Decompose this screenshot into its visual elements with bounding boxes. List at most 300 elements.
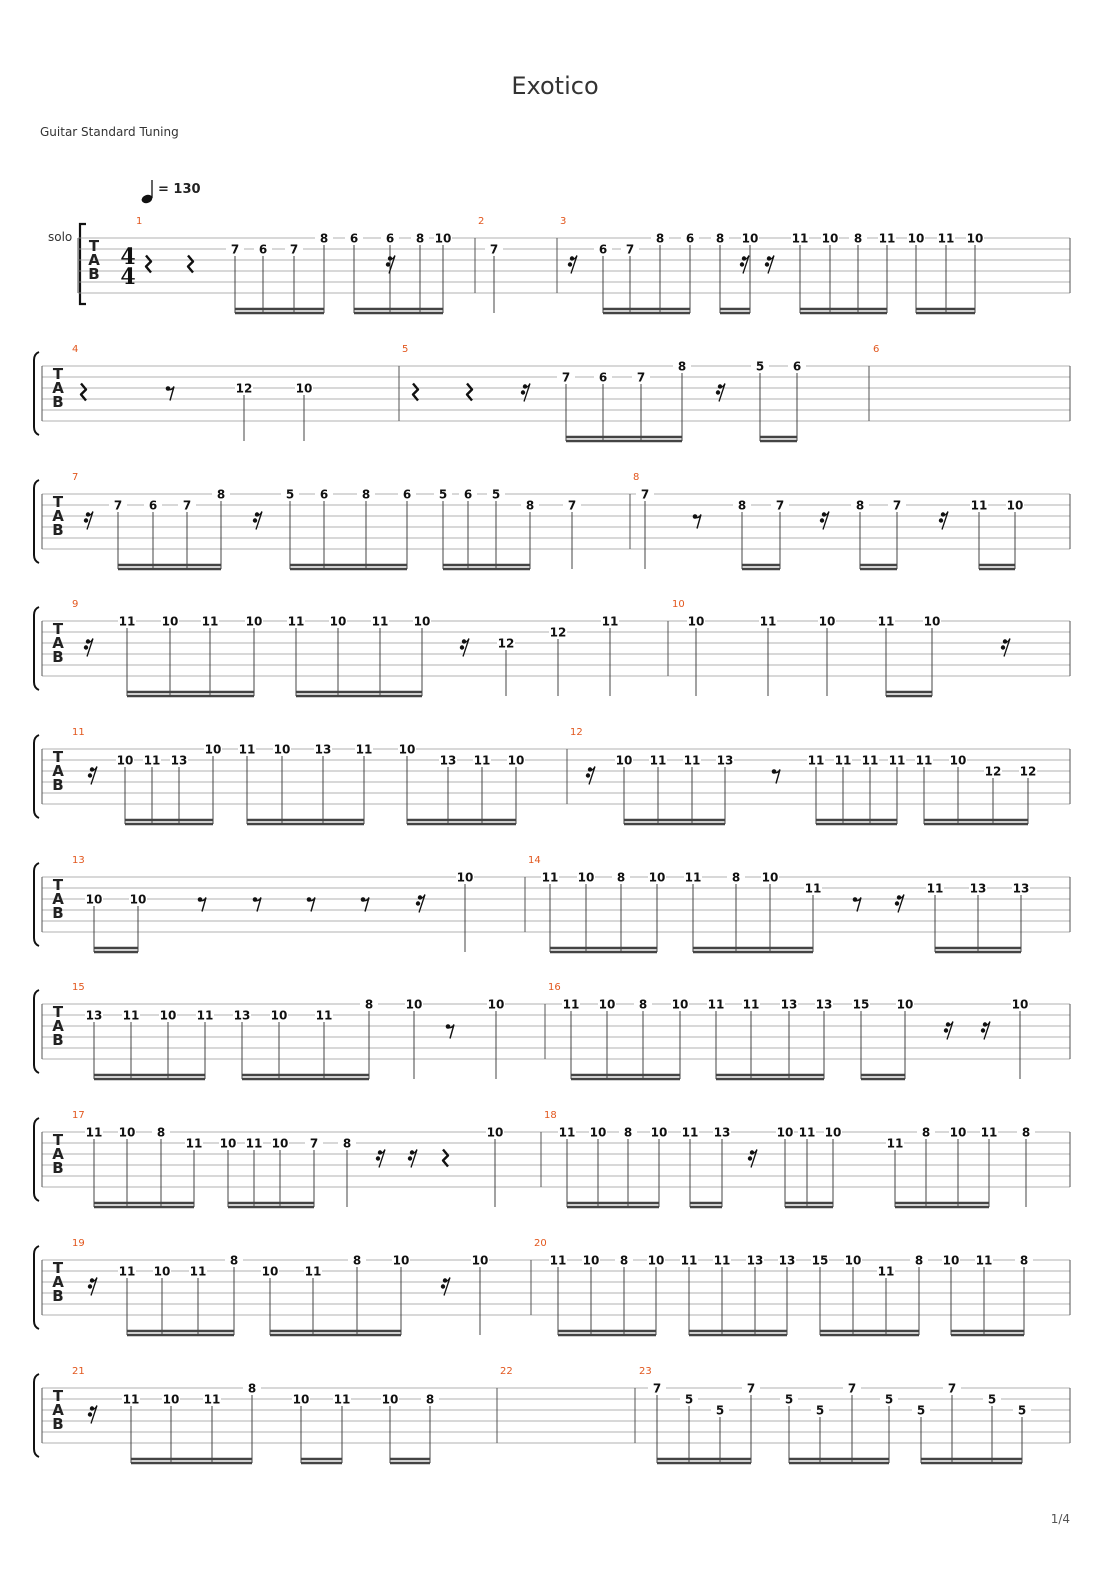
fret-number: 11 bbox=[684, 870, 702, 885]
fret-number: 8 bbox=[156, 1125, 166, 1140]
tab-clef-letter: T bbox=[52, 1131, 64, 1149]
fret-number: 10 bbox=[1006, 498, 1024, 513]
fret-number: 10 bbox=[687, 614, 705, 629]
fret-number: 7 bbox=[561, 370, 571, 385]
fret-number: 10 bbox=[471, 1253, 489, 1268]
fret-number: 7 bbox=[847, 1381, 857, 1396]
system-10 bbox=[34, 1374, 1070, 1463]
tab-clef-letter: B bbox=[52, 1159, 64, 1177]
fret-number: 10 bbox=[456, 870, 474, 885]
fret-number: 8 bbox=[415, 231, 425, 246]
tab-clef-letter: B bbox=[52, 904, 64, 922]
sixteenth-rest-dot bbox=[765, 262, 769, 266]
measure-number: 13 bbox=[72, 855, 85, 866]
sixteenth-rest-dot bbox=[939, 518, 943, 522]
fret-number: 11 bbox=[85, 1125, 103, 1140]
fret-number: 7 bbox=[182, 498, 192, 513]
fret-number: 6 bbox=[792, 359, 802, 374]
fret-number: 10 bbox=[896, 997, 914, 1012]
measure-number: 23 bbox=[639, 1366, 652, 1377]
fret-number: 11 bbox=[798, 1125, 816, 1140]
fret-number: 11 bbox=[970, 498, 988, 513]
fret-number: 11 bbox=[791, 231, 809, 246]
fret-number: 10 bbox=[577, 870, 595, 885]
fret-number: 11 bbox=[707, 997, 725, 1012]
tab-clef-letter: A bbox=[52, 507, 64, 525]
fret-number: 13 bbox=[439, 753, 457, 768]
song-title: Exotico bbox=[511, 72, 599, 100]
sixteenth-rest-dot bbox=[820, 518, 824, 522]
fret-number: 5 bbox=[438, 487, 448, 502]
fret-number: 8 bbox=[361, 487, 371, 502]
page-number: 1/4 bbox=[1050, 1512, 1070, 1526]
measure-number: 1 bbox=[136, 216, 143, 227]
fret-number: 6 bbox=[385, 231, 395, 246]
fret-number: 11 bbox=[877, 1264, 895, 1279]
measure-number: 11 bbox=[72, 727, 85, 738]
tab-clef-letter: T bbox=[52, 493, 64, 511]
tab-clef-letter: T bbox=[52, 1003, 64, 1021]
fret-number: 6 bbox=[349, 231, 359, 246]
fret-number: 11 bbox=[681, 1125, 699, 1140]
fret-number: 8 bbox=[247, 1381, 257, 1396]
fret-number: 11 bbox=[196, 1008, 214, 1023]
fret-number: 10 bbox=[761, 870, 779, 885]
fret-number: 8 bbox=[921, 1125, 931, 1140]
measure-number: 9 bbox=[72, 599, 79, 610]
fret-number: 13 bbox=[746, 1253, 764, 1268]
fret-number: 11 bbox=[473, 753, 491, 768]
tab-clef-letter: A bbox=[52, 634, 64, 652]
fret-number: 11 bbox=[713, 1253, 731, 1268]
fret-number: 8 bbox=[425, 1392, 435, 1407]
fret-number: 13 bbox=[716, 753, 734, 768]
fret-number: 10 bbox=[907, 231, 925, 246]
quarter-rest-icon bbox=[188, 256, 193, 273]
fret-number: 10 bbox=[615, 753, 633, 768]
fret-number: 13 bbox=[233, 1008, 251, 1023]
fret-number: 10 bbox=[942, 1253, 960, 1268]
system-5 bbox=[34, 735, 1070, 824]
measure-number: 16 bbox=[548, 982, 561, 993]
fret-number: 11 bbox=[759, 614, 777, 629]
tab-clef-letter: T bbox=[52, 365, 64, 383]
tuning-label: Guitar Standard Tuning bbox=[40, 125, 179, 139]
sixteenth-rest-dot bbox=[386, 262, 390, 266]
sixteenth-rest-dot bbox=[88, 1412, 92, 1416]
fret-number: 6 bbox=[598, 370, 608, 385]
sixteenth-rest-dot bbox=[253, 518, 257, 522]
sixteenth-rest-dot bbox=[84, 518, 88, 522]
fret-number: 11 bbox=[355, 742, 373, 757]
fret-number: 10 bbox=[219, 1136, 237, 1151]
fret-number: 8 bbox=[525, 498, 535, 513]
fret-number: 10 bbox=[392, 1253, 410, 1268]
fret-number: 10 bbox=[413, 614, 431, 629]
fret-number: 11 bbox=[601, 614, 619, 629]
fret-number: 11 bbox=[201, 614, 219, 629]
quarter-rest-icon bbox=[146, 256, 151, 273]
fret-number: 13 bbox=[778, 1253, 796, 1268]
fret-number: 11 bbox=[118, 1264, 136, 1279]
fret-number: 13 bbox=[314, 742, 332, 757]
fret-number: 11 bbox=[549, 1253, 567, 1268]
fret-number: 10 bbox=[647, 1253, 665, 1268]
fret-number: 11 bbox=[371, 614, 389, 629]
measure-number: 12 bbox=[570, 727, 583, 738]
fret-number: 11 bbox=[122, 1008, 140, 1023]
fret-number: 10 bbox=[162, 1392, 180, 1407]
tab-clef-letter: T bbox=[88, 237, 100, 255]
fret-number: 13 bbox=[713, 1125, 731, 1140]
fret-number: 13 bbox=[780, 997, 798, 1012]
fret-number: 13 bbox=[85, 1008, 103, 1023]
fret-number: 5 bbox=[784, 1392, 794, 1407]
fret-number: 15 bbox=[811, 1253, 829, 1268]
fret-number: 8 bbox=[216, 487, 226, 502]
fret-number: 8 bbox=[914, 1253, 924, 1268]
tab-clef-letter: B bbox=[52, 1287, 64, 1305]
fret-number: 10 bbox=[295, 381, 313, 396]
measure-number: 20 bbox=[534, 1238, 547, 1249]
sixteenth-rest-dot bbox=[944, 1028, 948, 1032]
sixteenth-rest-dot bbox=[1001, 645, 1005, 649]
time-signature-bottom: 4 bbox=[120, 264, 136, 290]
fret-number: 10 bbox=[159, 1008, 177, 1023]
fret-number: 11 bbox=[118, 614, 136, 629]
fret-number: 10 bbox=[671, 997, 689, 1012]
fret-number: 11 bbox=[287, 614, 305, 629]
fret-number: 10 bbox=[589, 1125, 607, 1140]
fret-number: 11 bbox=[937, 231, 955, 246]
sixteenth-rest-dot bbox=[416, 901, 420, 905]
measure-number: 21 bbox=[72, 1366, 85, 1377]
fret-number: 10 bbox=[161, 614, 179, 629]
measure-number: 6 bbox=[873, 344, 880, 355]
fret-number: 7 bbox=[652, 1381, 662, 1396]
tab-clef-letter: A bbox=[88, 251, 100, 269]
fret-number: 11 bbox=[238, 742, 256, 757]
fret-number: 7 bbox=[746, 1381, 756, 1396]
tab-clef-letter: B bbox=[52, 521, 64, 539]
fret-number: 5 bbox=[755, 359, 765, 374]
fret-number: 11 bbox=[804, 881, 822, 896]
fret-number: 10 bbox=[129, 892, 147, 907]
fret-number: 10 bbox=[776, 1125, 794, 1140]
fret-number: 8 bbox=[342, 1136, 352, 1151]
fret-number: 13 bbox=[815, 997, 833, 1012]
measure-number: 17 bbox=[72, 1110, 85, 1121]
sixteenth-rest-dot bbox=[895, 901, 899, 905]
fret-number: 6 bbox=[463, 487, 473, 502]
fret-number: 11 bbox=[915, 753, 933, 768]
tab-clef-letter: B bbox=[52, 1415, 64, 1433]
measure-number: 3 bbox=[560, 216, 567, 227]
measure-number: 22 bbox=[500, 1366, 513, 1377]
fret-number: 8 bbox=[319, 231, 329, 246]
measure-number: 8 bbox=[633, 472, 640, 483]
fret-number: 11 bbox=[807, 753, 825, 768]
sixteenth-rest-dot bbox=[376, 1156, 380, 1160]
system-8 bbox=[34, 1118, 1070, 1207]
fret-number: 11 bbox=[245, 1136, 263, 1151]
fret-number: 10 bbox=[398, 742, 416, 757]
fret-number: 11 bbox=[980, 1125, 998, 1140]
tab-clef-letter: B bbox=[52, 393, 64, 411]
quarter-rest-icon bbox=[443, 1150, 448, 1167]
fret-number: 5 bbox=[715, 1403, 725, 1418]
fret-number: 12 bbox=[497, 636, 515, 651]
tab-clef-letter: A bbox=[52, 1401, 64, 1419]
tab-clef-letter: T bbox=[52, 876, 64, 894]
fret-number: 11 bbox=[975, 1253, 993, 1268]
fret-number: 11 bbox=[558, 1125, 576, 1140]
fret-number: 10 bbox=[486, 1125, 504, 1140]
fret-number: 10 bbox=[949, 753, 967, 768]
fret-number: 6 bbox=[258, 242, 268, 257]
fret-number: 11 bbox=[541, 870, 559, 885]
fret-number: 10 bbox=[153, 1264, 171, 1279]
measure-number: 5 bbox=[402, 344, 409, 355]
fret-number: 11 bbox=[888, 753, 906, 768]
fret-number: 6 bbox=[402, 487, 412, 502]
fret-number: 6 bbox=[148, 498, 158, 513]
fret-number: 11 bbox=[562, 997, 580, 1012]
measure-number: 7 bbox=[72, 472, 79, 483]
fret-number: 12 bbox=[235, 381, 253, 396]
tab-clef-letter: A bbox=[52, 890, 64, 908]
system-3 bbox=[34, 480, 1070, 569]
fret-number: 11 bbox=[926, 881, 944, 896]
fret-number: 6 bbox=[685, 231, 695, 246]
fret-number: 8 bbox=[677, 359, 687, 374]
fret-number: 5 bbox=[815, 1403, 825, 1418]
measure-number: 2 bbox=[478, 216, 485, 227]
fret-number: 11 bbox=[143, 753, 161, 768]
fret-number: 11 bbox=[834, 753, 852, 768]
fret-number: 10 bbox=[292, 1392, 310, 1407]
fret-number: 10 bbox=[245, 614, 263, 629]
tab-clef-letter: T bbox=[52, 1259, 64, 1277]
fret-number: 6 bbox=[598, 242, 608, 257]
fret-number: 7 bbox=[892, 498, 902, 513]
fret-number: 7 bbox=[230, 242, 240, 257]
fret-number: 8 bbox=[352, 1253, 362, 1268]
tempo-text: = 130 bbox=[158, 182, 201, 197]
fret-number: 11 bbox=[122, 1392, 140, 1407]
tab-clef-letter: B bbox=[88, 265, 100, 283]
quarter-rest-icon bbox=[467, 384, 472, 401]
fret-number: 5 bbox=[987, 1392, 997, 1407]
fret-number: 11 bbox=[861, 753, 879, 768]
fret-number: 10 bbox=[966, 231, 984, 246]
track-name: solo bbox=[48, 230, 73, 244]
fret-number: 10 bbox=[650, 1125, 668, 1140]
fret-number: 10 bbox=[821, 231, 839, 246]
fret-number: 5 bbox=[684, 1392, 694, 1407]
fret-number: 10 bbox=[329, 614, 347, 629]
fret-number: 11 bbox=[333, 1392, 351, 1407]
fret-number: 8 bbox=[737, 498, 747, 513]
quarter-rest-icon bbox=[413, 384, 418, 401]
fret-number: 7 bbox=[640, 487, 650, 502]
fret-number: 10 bbox=[818, 614, 836, 629]
fret-number: 6 bbox=[319, 487, 329, 502]
system-bracket bbox=[34, 352, 39, 435]
measure-number: 10 bbox=[672, 599, 685, 610]
fret-number: 8 bbox=[1021, 1125, 1031, 1140]
fret-number: 7 bbox=[625, 242, 635, 257]
system-7 bbox=[34, 990, 1070, 1079]
sixteenth-rest-dot bbox=[408, 1156, 412, 1160]
fret-number: 10 bbox=[204, 742, 222, 757]
fret-number: 5 bbox=[884, 1392, 894, 1407]
fret-number: 11 bbox=[742, 997, 760, 1012]
fret-number: 10 bbox=[507, 753, 525, 768]
tab-clef-letter: T bbox=[52, 1387, 64, 1405]
sixteenth-rest-dot bbox=[88, 773, 92, 777]
fret-number: 12 bbox=[984, 764, 1002, 779]
sixteenth-rest-dot bbox=[586, 773, 590, 777]
system-bracket bbox=[34, 1246, 39, 1329]
time-signature-top: 4 bbox=[120, 244, 136, 270]
fret-number: 11 bbox=[304, 1264, 322, 1279]
fret-number: 8 bbox=[229, 1253, 239, 1268]
measure-number: 18 bbox=[544, 1110, 557, 1121]
fret-number: 7 bbox=[636, 370, 646, 385]
tab-clef-letter: B bbox=[52, 648, 64, 666]
fret-number: 12 bbox=[549, 625, 567, 640]
fret-number: 7 bbox=[113, 498, 123, 513]
fret-number: 11 bbox=[886, 1136, 904, 1151]
fret-number: 10 bbox=[273, 742, 291, 757]
sixteenth-rest-dot bbox=[748, 1156, 752, 1160]
tab-clef-letter: B bbox=[52, 1031, 64, 1049]
fret-number: 8 bbox=[619, 1253, 629, 1268]
fret-number: 10 bbox=[844, 1253, 862, 1268]
fret-number: 11 bbox=[189, 1264, 207, 1279]
fret-number: 10 bbox=[261, 1264, 279, 1279]
system-bracket bbox=[34, 863, 39, 946]
fret-number: 10 bbox=[741, 231, 759, 246]
fret-number: 10 bbox=[1011, 997, 1029, 1012]
system-bracket bbox=[34, 990, 39, 1073]
tab-clef-letter: A bbox=[52, 1273, 64, 1291]
fret-number: 5 bbox=[1017, 1403, 1027, 1418]
fret-number: 10 bbox=[381, 1392, 399, 1407]
system-bracket bbox=[34, 735, 39, 818]
fret-number: 5 bbox=[285, 487, 295, 502]
fret-number: 8 bbox=[364, 997, 374, 1012]
fret-number: 13 bbox=[170, 753, 188, 768]
fret-number: 8 bbox=[731, 870, 741, 885]
system-bracket bbox=[34, 1118, 39, 1201]
tab-clef-letter: B bbox=[52, 776, 64, 794]
fret-number: 11 bbox=[680, 1253, 698, 1268]
tab-clef-letter: T bbox=[52, 620, 64, 638]
fret-number: 8 bbox=[715, 231, 725, 246]
sixteenth-rest-dot bbox=[460, 645, 464, 649]
measure-number: 15 bbox=[72, 982, 85, 993]
sixteenth-rest-dot bbox=[716, 390, 720, 394]
fret-number: 10 bbox=[598, 997, 616, 1012]
sixteenth-rest-dot bbox=[981, 1028, 985, 1032]
fret-number: 11 bbox=[185, 1136, 203, 1151]
fret-number: 8 bbox=[616, 870, 626, 885]
sixteenth-rest-dot bbox=[88, 1284, 92, 1288]
fret-number: 10 bbox=[270, 1008, 288, 1023]
fret-number: 7 bbox=[489, 242, 499, 257]
measure-number: 4 bbox=[72, 344, 79, 355]
fret-number: 8 bbox=[855, 498, 865, 513]
system-bracket bbox=[34, 607, 39, 690]
fret-number: 11 bbox=[877, 614, 895, 629]
fret-number: 10 bbox=[487, 997, 505, 1012]
fret-number: 12 bbox=[1019, 764, 1037, 779]
tab-clef-letter: A bbox=[52, 1017, 64, 1035]
quarter-rest-icon bbox=[81, 384, 86, 401]
fret-number: 7 bbox=[775, 498, 785, 513]
measure-number: 14 bbox=[528, 855, 541, 866]
fret-number: 7 bbox=[289, 242, 299, 257]
tab-clef-letter: A bbox=[52, 762, 64, 780]
fret-number: 7 bbox=[947, 1381, 957, 1396]
fret-number: 7 bbox=[567, 498, 577, 513]
fret-number: 10 bbox=[434, 231, 452, 246]
measure-number: 19 bbox=[72, 1238, 85, 1249]
system-bracket bbox=[80, 224, 86, 304]
fret-number: 11 bbox=[203, 1392, 221, 1407]
tab-clef-letter: T bbox=[52, 748, 64, 766]
fret-number: 5 bbox=[491, 487, 501, 502]
system-bracket bbox=[34, 1374, 39, 1457]
fret-number: 10 bbox=[271, 1136, 289, 1151]
system-2 bbox=[34, 352, 1070, 441]
tab-clef-letter: A bbox=[52, 379, 64, 397]
fret-number: 13 bbox=[969, 881, 987, 896]
fret-number: 8 bbox=[1019, 1253, 1029, 1268]
fret-number: 11 bbox=[878, 231, 896, 246]
fret-number: 11 bbox=[315, 1008, 333, 1023]
sixteenth-rest-dot bbox=[441, 1284, 445, 1288]
fret-number: 13 bbox=[1012, 881, 1030, 896]
fret-number: 8 bbox=[853, 231, 863, 246]
sixteenth-rest-dot bbox=[740, 262, 744, 266]
fret-number: 10 bbox=[923, 614, 941, 629]
tab-clef-letter: A bbox=[52, 1145, 64, 1163]
fret-number: 8 bbox=[655, 231, 665, 246]
system-4 bbox=[34, 607, 1070, 696]
fret-number: 10 bbox=[648, 870, 666, 885]
fret-number: 8 bbox=[623, 1125, 633, 1140]
sixteenth-rest-dot bbox=[521, 390, 525, 394]
fret-number: 15 bbox=[852, 997, 870, 1012]
fret-number: 10 bbox=[582, 1253, 600, 1268]
fret-number: 10 bbox=[116, 753, 134, 768]
fret-number: 7 bbox=[309, 1136, 319, 1151]
fret-number: 5 bbox=[916, 1403, 926, 1418]
fret-number: 10 bbox=[405, 997, 423, 1012]
fret-number: 8 bbox=[638, 997, 648, 1012]
system-bracket bbox=[34, 480, 39, 563]
sixteenth-rest-dot bbox=[84, 645, 88, 649]
fret-number: 11 bbox=[649, 753, 667, 768]
fret-number: 11 bbox=[683, 753, 701, 768]
fret-number: 10 bbox=[85, 892, 103, 907]
sixteenth-rest-dot bbox=[568, 262, 572, 266]
fret-number: 10 bbox=[949, 1125, 967, 1140]
fret-number: 10 bbox=[824, 1125, 842, 1140]
